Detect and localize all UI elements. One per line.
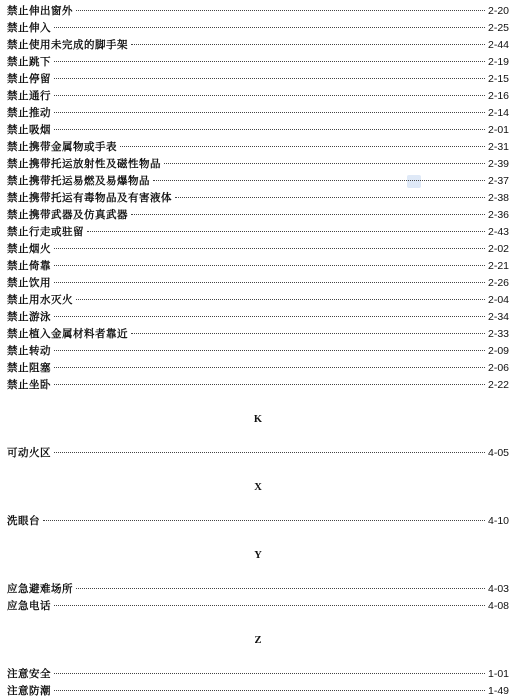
entry-page-number: 4-05 <box>487 447 509 459</box>
index-entry[interactable] <box>7 309 509 326</box>
index-entry[interactable] <box>7 3 509 20</box>
entry-page-number: 2-26 <box>487 277 509 289</box>
entry-label: 禁止用水灭火 <box>7 295 73 306</box>
entry-label: 洗眼台 <box>7 516 40 527</box>
index-entry[interactable] <box>7 207 509 224</box>
dot-leader <box>54 452 485 453</box>
dot-leader <box>54 61 485 62</box>
entry-label: 禁止携带托运易燃及易爆物品 <box>7 176 150 187</box>
dot-leader <box>43 520 485 521</box>
index-entry[interactable] <box>7 513 509 530</box>
entry-page-number: 2-31 <box>487 141 509 153</box>
index-entry[interactable] <box>7 360 509 377</box>
index-entry[interactable] <box>7 105 509 122</box>
dot-leader <box>54 265 485 266</box>
entry-page-number: 2-21 <box>487 260 509 272</box>
entry-label: 禁止饮用 <box>7 278 51 289</box>
entry-label: 禁止携带金属物或手表 <box>7 142 117 153</box>
entry-label: 禁止伸入 <box>7 23 51 34</box>
index-entry[interactable] <box>7 88 509 105</box>
dot-leader <box>131 333 485 334</box>
entry-page-number: 2-25 <box>487 22 509 34</box>
entry-label: 可动火区 <box>7 448 51 459</box>
dot-leader <box>153 180 485 181</box>
index-entry[interactable] <box>7 71 509 88</box>
dot-leader <box>54 384 485 385</box>
index-entry[interactable] <box>7 122 509 139</box>
entry-page-number: 2-02 <box>487 243 509 255</box>
index-entry[interactable] <box>7 292 509 309</box>
dot-leader <box>54 248 485 249</box>
index-entry[interactable] <box>7 54 509 71</box>
index-entry[interactable] <box>7 326 509 343</box>
index-entry[interactable] <box>7 275 509 292</box>
index-entry[interactable] <box>7 343 509 360</box>
entry-label: 禁止植入金属材料者靠近 <box>7 329 128 340</box>
index-entry[interactable] <box>7 377 509 394</box>
entry-page-number: 1-49 <box>487 685 509 697</box>
entry-page-number: 2-09 <box>487 345 509 357</box>
dot-leader <box>54 27 485 28</box>
entry-page-number: 2-01 <box>487 124 509 136</box>
entry-page-number: 2-38 <box>487 192 509 204</box>
entry-label: 禁止使用未完成的脚手架 <box>7 40 128 51</box>
entry-label: 禁止行走或驻留 <box>7 227 84 238</box>
dot-leader <box>54 129 485 130</box>
index-entry[interactable] <box>7 445 509 462</box>
entry-page-number: 2-06 <box>487 362 509 374</box>
entry-page-number: 4-08 <box>487 600 509 612</box>
entry-page-number: 2-33 <box>487 328 509 340</box>
entry-label: 禁止携带托运放射性及磁性物品 <box>7 159 161 170</box>
section-letter-heading: Z <box>254 635 262 646</box>
entry-label: 禁止停留 <box>7 74 51 85</box>
entry-label: 禁止烟火 <box>7 244 51 255</box>
dot-leader <box>54 282 485 283</box>
index-entry[interactable] <box>7 666 509 683</box>
entry-page-number: 2-04 <box>487 294 509 306</box>
entry-page-number: 1-01 <box>487 668 509 680</box>
dot-leader <box>131 214 485 215</box>
dot-leader <box>54 673 485 674</box>
dot-leader <box>175 197 485 198</box>
entry-page-number: 2-39 <box>487 158 509 170</box>
dot-leader <box>54 350 485 351</box>
index-entry[interactable] <box>7 173 509 190</box>
entry-page-number: 2-44 <box>487 39 509 51</box>
entry-page-number: 2-19 <box>487 56 509 68</box>
entry-page-number: 2-22 <box>487 379 509 391</box>
index-entry[interactable] <box>7 139 509 156</box>
entry-label: 禁止坐卧 <box>7 380 51 391</box>
dot-leader <box>76 299 485 300</box>
index-entry[interactable] <box>7 37 509 54</box>
index-entry[interactable] <box>7 156 509 173</box>
entry-label: 注意安全 <box>7 669 51 680</box>
dot-leader <box>131 44 485 45</box>
index-entry[interactable] <box>7 224 509 241</box>
section-letter-heading: Y <box>254 550 262 561</box>
entry-page-number: 2-16 <box>487 90 509 102</box>
dot-leader <box>54 690 485 691</box>
index-entry[interactable] <box>7 581 509 598</box>
entry-label: 禁止推动 <box>7 108 51 119</box>
entry-page-number: 2-15 <box>487 73 509 85</box>
entry-page-number: 4-10 <box>487 515 509 527</box>
entry-label: 禁止转动 <box>7 346 51 357</box>
dot-leader <box>54 605 485 606</box>
entry-label: 应急避难场所 <box>7 584 73 595</box>
entry-page-number: 2-37 <box>487 175 509 187</box>
entry-label: 禁止游泳 <box>7 312 51 323</box>
dot-leader <box>164 163 485 164</box>
entry-page-number: 2-43 <box>487 226 509 238</box>
entry-label: 禁止伸出窗外 <box>7 6 73 17</box>
dot-leader <box>54 95 485 96</box>
entry-label: 禁止阻塞 <box>7 363 51 374</box>
entry-page-number: 4-03 <box>487 583 509 595</box>
dot-leader <box>76 10 485 11</box>
dot-leader <box>87 231 485 232</box>
index-entry[interactable] <box>7 598 509 615</box>
index-list <box>7 3 509 700</box>
entry-label: 禁止携带武器及仿真武器 <box>7 210 128 221</box>
entry-label: 应急电话 <box>7 601 51 612</box>
dot-leader <box>54 112 485 113</box>
entry-label: 禁止倚靠 <box>7 261 51 272</box>
index-entry[interactable] <box>7 683 509 700</box>
dot-leader <box>76 588 485 589</box>
index-entry[interactable] <box>7 241 509 258</box>
entry-label: 禁止跳下 <box>7 57 51 68</box>
entry-label: 禁止携带托运有毒物品及有害液体 <box>7 193 172 204</box>
entry-label: 禁止吸烟 <box>7 125 51 136</box>
section-letter-heading: X <box>254 482 262 493</box>
index-entry[interactable] <box>7 190 509 207</box>
section-letter-heading: K <box>253 414 263 425</box>
dot-leader <box>120 146 485 147</box>
entry-page-number: 2-20 <box>487 5 509 17</box>
entry-label: 禁止通行 <box>7 91 51 102</box>
dot-leader <box>54 78 485 79</box>
dot-leader <box>54 367 485 368</box>
index-entry[interactable] <box>7 20 509 37</box>
index-entry[interactable] <box>7 258 509 275</box>
entry-label: 注意防潮 <box>7 686 51 697</box>
entry-page-number: 2-36 <box>487 209 509 221</box>
entry-page-number: 2-14 <box>487 107 509 119</box>
dot-leader <box>54 316 485 317</box>
entry-page-number: 2-34 <box>487 311 509 323</box>
